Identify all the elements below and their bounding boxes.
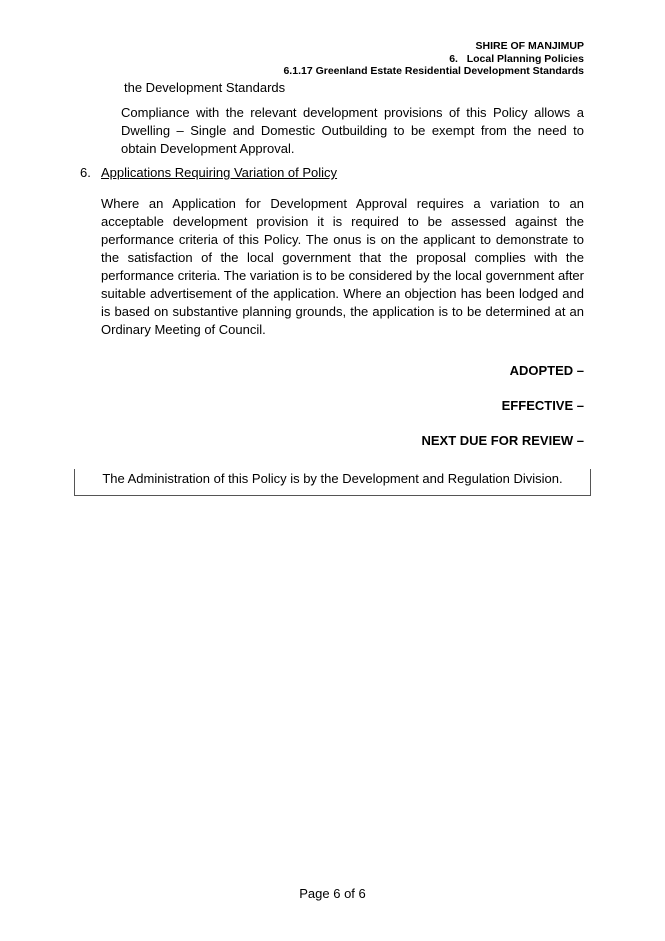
section-number: 6. <box>80 165 91 180</box>
review-label: NEXT DUE FOR REVIEW – <box>421 433 584 448</box>
page-header <box>283 40 584 78</box>
header-section: 6. Local Planning Policies <box>449 52 584 65</box>
header-org: SHIRE OF MANJIMUP <box>475 40 584 52</box>
header-policy: 6.1.17 Greenland Estate Residential Development Standards <box>283 65 584 77</box>
administration-text: The Administration of this Policy is by the Development and Regulation Division. <box>102 471 563 486</box>
section-title: Applications Requiring Variation of Policy <box>101 165 338 180</box>
administration-box <box>74 469 591 496</box>
continuation-text: the Development Standards <box>124 80 286 95</box>
page-footer: Page 6 of 6 <box>299 886 366 901</box>
section-body-paragraph: Where an Application for Development Approval requires a variation to an acceptable development provision it is required to be assessed against the performance criteria of this Policy. The onus is on the applicant to demonstrate to the satisfaction of the local government that the proposal complies with the performance criteria. The variation is to be considered by the local government after suitable advertisement of the application. Where an objection has been lodged and is based on substantive planning grounds, the application is to be determined at an Ordinary Meeting of Council. <box>101 196 584 337</box>
compliance-paragraph: Compliance with the relevant development provisions of this Policy allows a Dwelling – Single and Domestic Outbuilding to be exempt from the need to obtain Development Approval. <box>121 105 584 156</box>
effective-label: EFFECTIVE – <box>501 398 584 413</box>
adopted-label: ADOPTED – <box>509 363 584 378</box>
